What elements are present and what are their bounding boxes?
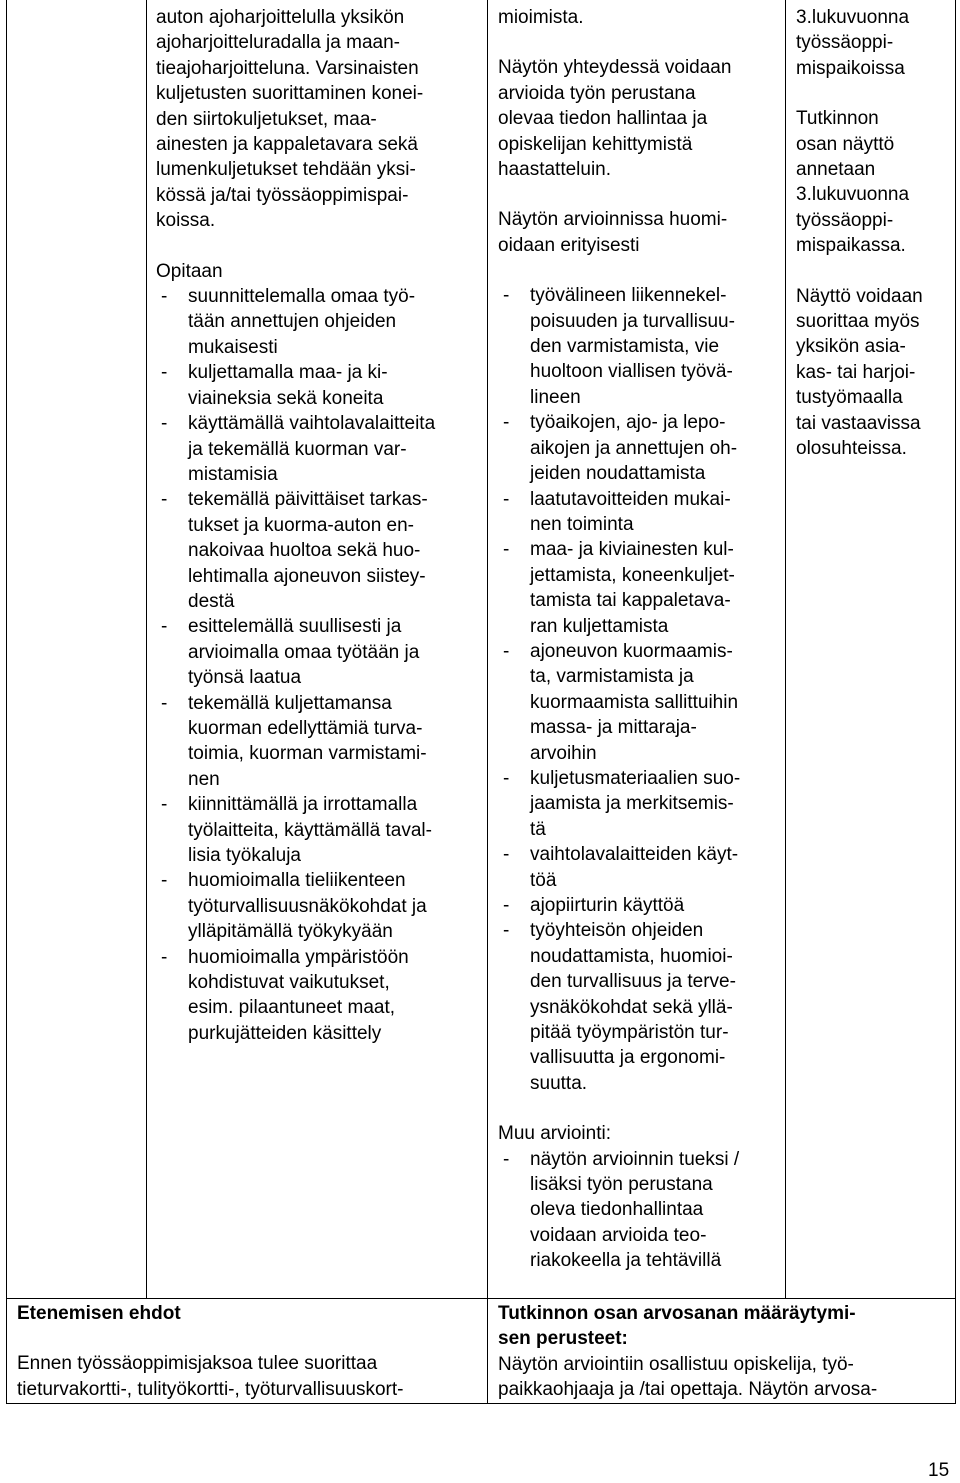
list-item: - maa- ja kiviainesten kul- jettamista, koneenkuljet- tamista tai kappaletava- ran kuljettamista (498, 537, 784, 639)
timing-paragraph-1: 3.lukuvuonna työssäoppi- mispaikoissa (796, 7, 910, 79)
timing-paragraph-2: Tutkinnon osan näyttö annetaan 3.lukuvuonna työssäoppi- mispaikassa. (796, 108, 910, 257)
page-number: 15 (928, 1460, 950, 1481)
opitaan-label: Opitaan (156, 260, 223, 282)
list-item: - kiinnittämällä ja irrottamalla työlaitteita, käyttämällä taval- lisia työkaluja (156, 792, 486, 868)
column-divider-3 (785, 0, 786, 1298)
table-right-border (955, 0, 956, 1404)
column-divider-1 (146, 0, 147, 1298)
progression-text: Ennen työssäoppimisjaksoa tulee suorittaa tieturvakortti-, tulityökortti-, työturvallisuuskort- (17, 1353, 404, 1400)
learning-methods-list (156, 284, 486, 1046)
timing-cell (796, 5, 954, 462)
list-item: - esittelemällä suullisesti ja arvioimalla omaa työtään ja työnsä laatua (156, 614, 486, 690)
list-item: - laatutavoitteiden mukai- nen toiminta (498, 487, 784, 538)
list-item: - työvälineen liikennekel- poisuuden ja turvallisuu- den varmistamista, vie huoltoon viallisen työvä- lineen (498, 283, 784, 410)
list-item: - ajopiirturin käyttöä (498, 893, 784, 918)
assessment-paragraph-2: Näytön arvioinnissa huomi- oidaan erityisesti (498, 209, 728, 256)
list-item: - tekemällä päivittäiset tarkas- tukset ja kuorma-auton en- nakoivaa huoltoa sekä huo- lehtimalla ajoneuvon siistey- destä (156, 487, 486, 614)
continued-line: mioimista. (498, 7, 584, 28)
intro-paragraph: auton ajoharjoittelulla yksikön ajoharjoitteluradalla ja maan- tieajoharjoitteluna. Varsinaisten kuljetusten suorittaminen konei- den siirtokuljetukset, maa- ainesten ja kappaletavara sekä lumenkuljetukset tehdään yksi- kössä ja/tai työssäoppimispai- koissa. (156, 7, 424, 232)
list-item: - tekemällä kuljettamansa kuorman edellyttämiä turva- toimia, kuorman varmistami- nen (156, 691, 486, 793)
grading-text: Näytön arviointiin osallistuu opiskelija, työ- paikkaohjaaja ja /tai opettaja. Näytön arvosa- (498, 1353, 878, 1401)
grading-heading: Tutkinnon osan arvosanan määräytymi- sen perusteet: (498, 1303, 856, 1350)
assessment-criteria-list (498, 283, 784, 1096)
list-item: - ajoneuvon kuormaamis- ta, varmistamista ja kuormaamista sallittuihin massa- ja mittaraja- arvoihin (498, 639, 784, 766)
grading-cell (498, 1301, 953, 1403)
table-bottom-border (6, 1403, 956, 1404)
empty-first-column (7, 0, 146, 1298)
other-assessment-list (498, 1147, 784, 1274)
list-item: - kuljettamalla maa- ja ki- viaineksia sekä koneita (156, 360, 486, 411)
timing-paragraph-3: Näyttö voidaan suorittaa myös yksikön asia- kas- tai harjoi- tustyömaalla tai vastaavissa olosuhteissa. (796, 285, 923, 460)
list-item: - huomioimalla tieliikenteen työturvallisuusnäkökohdat ja ylläpitämällä työkykyään (156, 868, 486, 944)
list-item: - työyhteisön ohjeiden noudattamista, huomioi- den turvallisuus ja terve- ysnäkökohdat sekä yllä- pitää työympäristön tur- vallisuutta ja ergonomi- suutta. (498, 918, 784, 1096)
other-assessment-label: Muu arviointi: (498, 1123, 611, 1145)
list-item: - työaikojen, ajo- ja lepo- aikojen ja annettujen oh- jeiden noudattamista (498, 410, 784, 486)
progression-heading: Etenemisen ehdot (17, 1303, 181, 1324)
column-divider-2 (487, 0, 488, 1404)
list-item: - vaihtolavalaitteiden käyt- töä (498, 842, 784, 893)
list-item: - suunnittelemalla omaa työ- tään annettujen ohjeiden mukaisesti (156, 284, 486, 360)
row-divider (6, 1298, 956, 1299)
list-item: - kuljetusmateriaalien suo- jaamista ja merkitsemis- tä (498, 766, 784, 842)
list-item: - huomioimalla ympäristöön kohdistuvat vaikutukset, esim. pilaantuneet maat, purkujätteiden käsittely (156, 945, 486, 1047)
assessment-cell (498, 5, 784, 1274)
list-item: - näytön arvioinnin tueksi / lisäksi työn perustana oleva tiedonhallintaa voidaan arvioida teo- riakokeella ja tehtävillä (498, 1147, 784, 1274)
learning-methods-cell (156, 5, 486, 1046)
assessment-paragraph-1: Näytön yhteydessä voidaan arvioida työn perustana olevaa tiedon hallintaa ja opiskelijan kehittymistä haastatteluin. (498, 57, 732, 181)
progression-cell (17, 1301, 485, 1402)
list-item: - käyttämällä vaihtolavalaitteita ja tekemällä kuorman var- mistamisia (156, 411, 486, 487)
